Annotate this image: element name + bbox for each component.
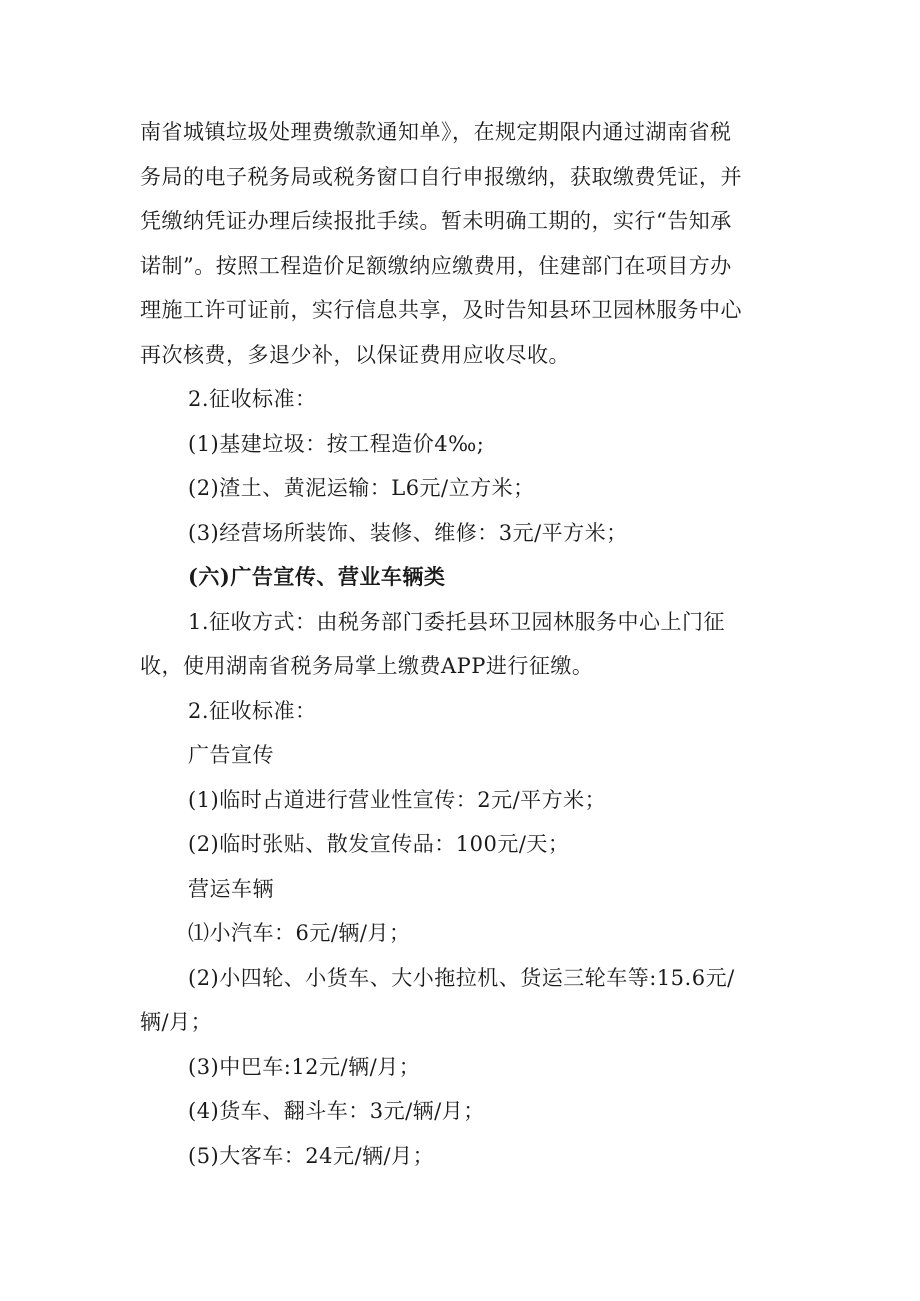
paragraph-line: 收，使用湖南省税务局掌上缴费APP进行征缴。: [140, 654, 594, 678]
category-label: 营运车辆: [188, 876, 274, 901]
list-item: (3)中巴车:12元/辆/月；: [188, 1054, 421, 1079]
list-item: (4)货车、翻斗车：3元/辆/月；: [188, 1099, 485, 1123]
list-item: (2)临时张贴、散发宣传品：100元/天；: [188, 832, 570, 856]
paragraph-line: 理施工许可证前，实行信息共享，及时告知县环卫园林服务中心: [140, 298, 742, 322]
list-item: ⑴小汽车：6元/辆/月；: [188, 921, 411, 945]
paragraph-line: 凭缴纳凭证办理后续报批手续。暂未明确工期的，实行“告知承: [140, 209, 732, 233]
document-body: [140, 110, 800, 1178]
paragraph-line: 1.征收方式：由税务部门委托县环卫园林服务中心上门征: [188, 609, 726, 634]
paragraph-line: 务局的电子税务局或税务窗口自行申报缴纳，获取缴费凭证，并: [140, 164, 742, 189]
list-item-continuation: 辆/月；: [140, 1010, 213, 1034]
paragraph-line: 南省城镇垃圾处理费缴款通知单》，在规定期限内通过湖南省税: [140, 120, 732, 144]
list-item: (2)渣土、黄泥运输：L6元/立方米；: [188, 476, 535, 500]
list-item: (3)经营场所装饰、装修、维修：3元/平方米；: [188, 520, 628, 545]
subsection-label: 2.征收标准：: [188, 387, 317, 411]
paragraph-line: 再次核费，多退少补，以保证费用应收尽收。: [140, 342, 570, 367]
category-label: 广告宣传: [188, 743, 274, 767]
section-heading: (六)广告宣传、营业车辆类: [188, 564, 446, 589]
list-item: (5)大客车：24元/辆/月；: [188, 1143, 435, 1168]
paragraph-line: 诺制”。按照工程造价足额缴纳应缴费用，住建部门在项目方办: [140, 253, 732, 278]
list-item: (2)小四轮、小货车、大小拖拉机、货运三轮车等:15.6元/: [188, 965, 735, 990]
list-item: (1)临时占道进行营业性宣传：2元/平方米；: [188, 787, 607, 812]
list-item: (1)基建垃圾：按工程造价4‰;: [188, 431, 485, 456]
subsection-label: 2.征收标准：: [188, 698, 317, 723]
